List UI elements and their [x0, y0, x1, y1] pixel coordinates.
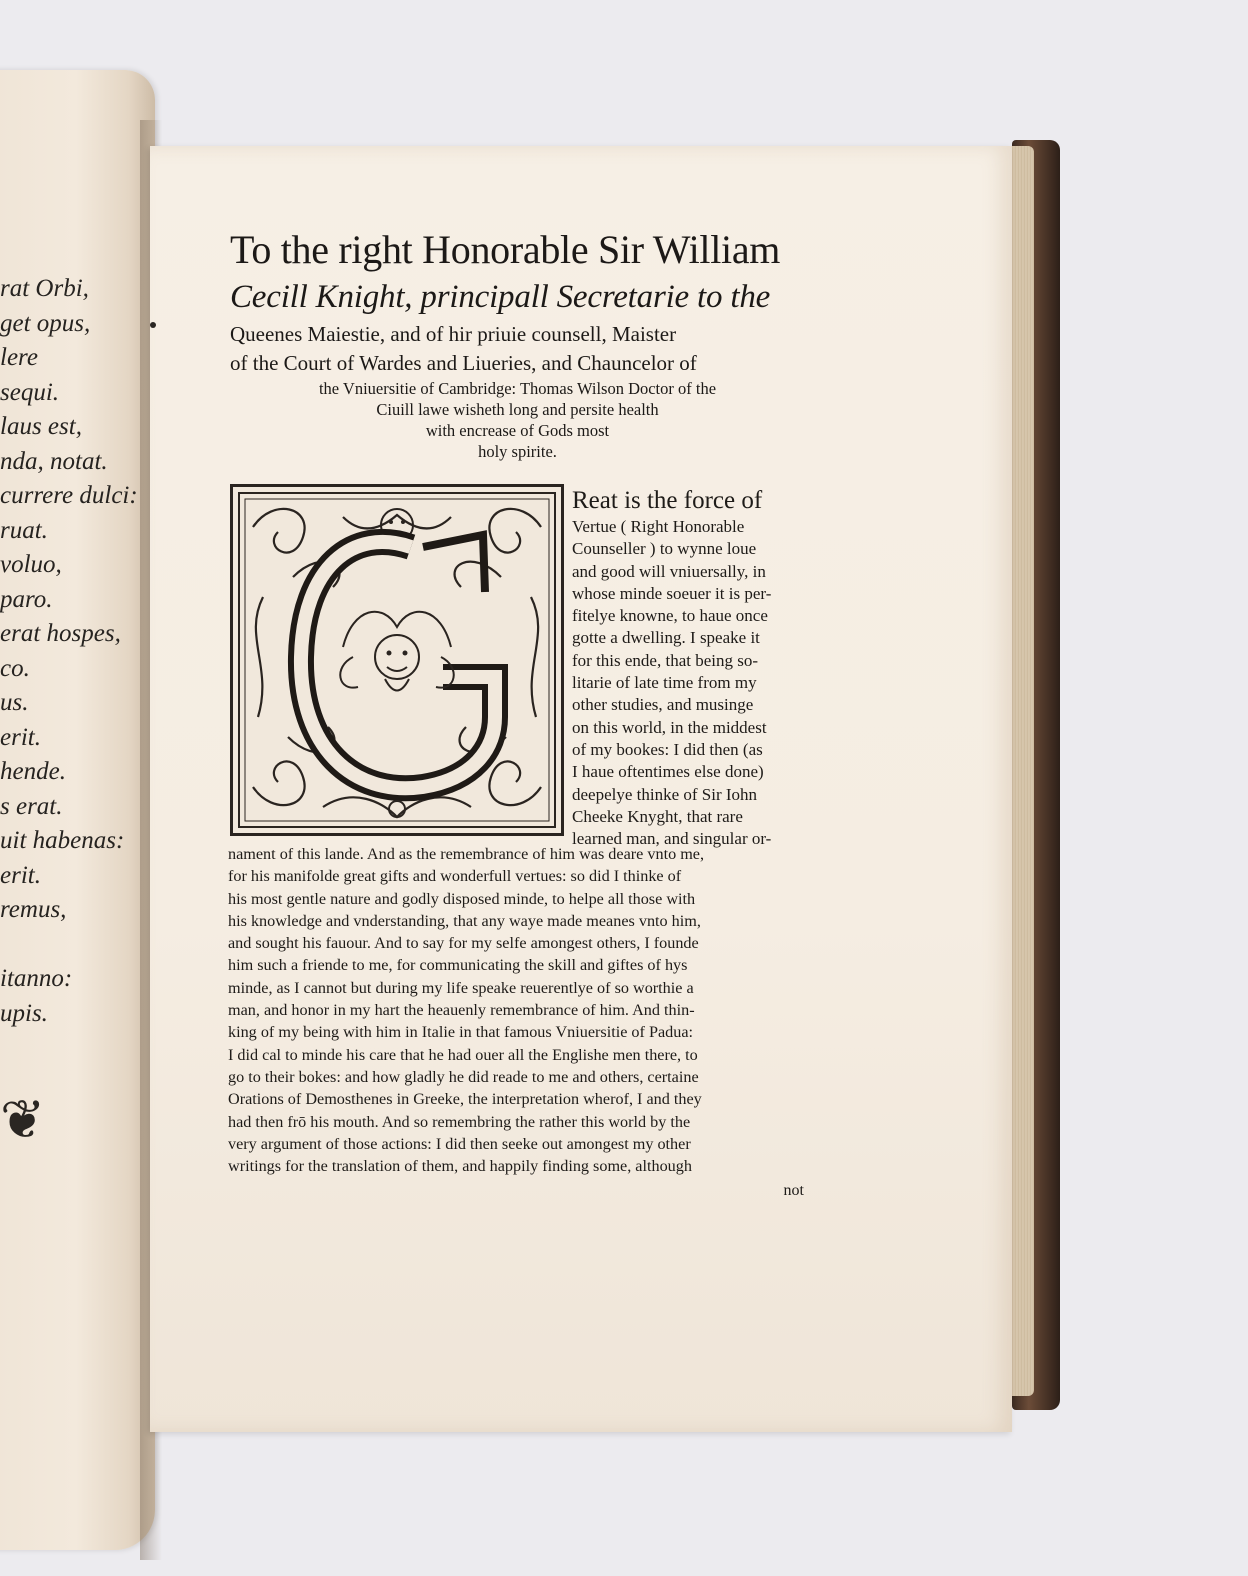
body-line: and sought his fauour. And to say for my selfe amongest others, I founde [228, 934, 699, 953]
body-line: him such a friende to me, for communicating the skill and giftes of hys [228, 956, 688, 975]
left-line: s erat. [0, 792, 63, 820]
body-line: go to their bokes: and how gladly he did reade to me and others, certaine [228, 1067, 699, 1086]
left-line: voluo, [0, 551, 62, 578]
left-line: currere dulci: [0, 482, 138, 509]
body-line: king of my being with him in Italie in that famous Vniuersitie of Padua: [228, 1023, 694, 1042]
left-line: hende. [0, 758, 66, 785]
margin-mark [150, 322, 156, 328]
heading-line: of the Court of Wardes and Liueries, and Chauncelor of [230, 351, 697, 375]
column-line: Cheeke Knyght, that rare [572, 806, 743, 826]
left-line: erit. [0, 861, 41, 889]
body-text [228, 843, 804, 1177]
body-line: very argument of those actions: I did then seeke out amongest my other [228, 1134, 691, 1153]
left-line: itanno: [0, 965, 73, 992]
column-line: gotte a dwelling. I speake it [572, 628, 760, 648]
left-line: nda, notat. [0, 447, 108, 475]
left-line: sequi. [0, 378, 60, 406]
left-page-text [0, 272, 150, 1031]
left-line: erat hospes, [0, 620, 121, 647]
opening-column [572, 486, 804, 850]
body-line: Orations of Demosthenes in Greeke, the interpretation wherof, I and they [228, 1090, 702, 1109]
body-line: writings for the translation of them, and happily finding some, although [228, 1157, 692, 1176]
recto-page [150, 146, 1012, 1432]
body-line: man, and honor in my hart the heauenly remembrance of him. And thin- [228, 1001, 695, 1020]
left-line: erit. [0, 723, 41, 751]
column-line: deepelye thinke of Sir Iohn [572, 784, 758, 804]
left-line: ruat. [0, 516, 48, 544]
body-line: for his manifolde great gifts and wonderfull vertues: so did I thinke of [228, 867, 682, 886]
body-line: nament of this lande. And as the remembrance of him was deare vnto me, [228, 845, 705, 863]
column-line: other studies, and musinge [572, 695, 754, 715]
column-line: Vertue ( Right Honorable [572, 517, 745, 536]
body-line: his knowledge and vnderstanding, that any waye made meanes vnto him, [228, 911, 701, 930]
woodcut-initial [230, 484, 564, 836]
left-line: rat Orbi, [0, 275, 89, 302]
woodcut-ornament [233, 487, 561, 833]
column-line: for this ende, that being so- [572, 650, 759, 670]
column-line: Reat is the force of [572, 487, 763, 514]
body-line: had then frō his mouth. And so remembring the rather this world by the [228, 1112, 691, 1131]
fleuron-ornament: ❦ [0, 1090, 46, 1150]
column-line: I haue oftentimes else done) [572, 762, 764, 782]
heading-line: Queenes Maiestie, and of hir priuie counsell, Maister [230, 322, 677, 346]
column-line: of my bookes: I did then (as [572, 739, 763, 759]
left-line: upis. [0, 999, 48, 1027]
left-line: laus est, [0, 413, 82, 440]
left-line: us. [0, 689, 29, 716]
heading-line: holy spirite. [478, 442, 557, 461]
left-line [0, 928, 150, 963]
dedication-heading [230, 226, 805, 462]
column-line: litarie of late time from my [572, 673, 757, 693]
left-line: co. [0, 654, 30, 682]
body-line: his most gentle nature and godly disposed minde, to helpe all those with [228, 889, 696, 908]
column-line: and good will vniuersally, in [572, 561, 766, 581]
heading-line: with encrease of Gods most [425, 421, 610, 440]
column-line: learned man, and singular or- [572, 829, 772, 849]
left-line: remus, [0, 896, 67, 923]
left-line: uit habenas: [0, 827, 125, 854]
heading-line: To the right Honorable Sir William [230, 227, 781, 272]
column-line: whose minde soeuer it is per- [572, 583, 772, 603]
body-line: I did cal to minde his care that he had ouer all the Englishe men there, to [228, 1045, 698, 1064]
left-line: get opus, [0, 309, 91, 337]
heading-line: the Vniuersitie of Cambridge: Thomas Wilson Doctor of the [318, 379, 717, 398]
column-line: fitelye knowne, to haue once [572, 606, 768, 626]
column-line: on this world, in the middest [572, 717, 767, 737]
heading-line: Ciuill lawe wisheth long and persite health [376, 400, 659, 419]
body-line: minde, as I cannot but during my life speake reuerentlye of so worthie a [228, 978, 694, 997]
left-line: lere [0, 344, 38, 371]
column-line: Counseller ) to wynne loue [572, 539, 757, 559]
catchword: not [783, 1182, 804, 1199]
heading-line-italic: Cecill Knight, principall Secretarie to the [230, 279, 771, 315]
left-line: paro. [0, 585, 53, 613]
